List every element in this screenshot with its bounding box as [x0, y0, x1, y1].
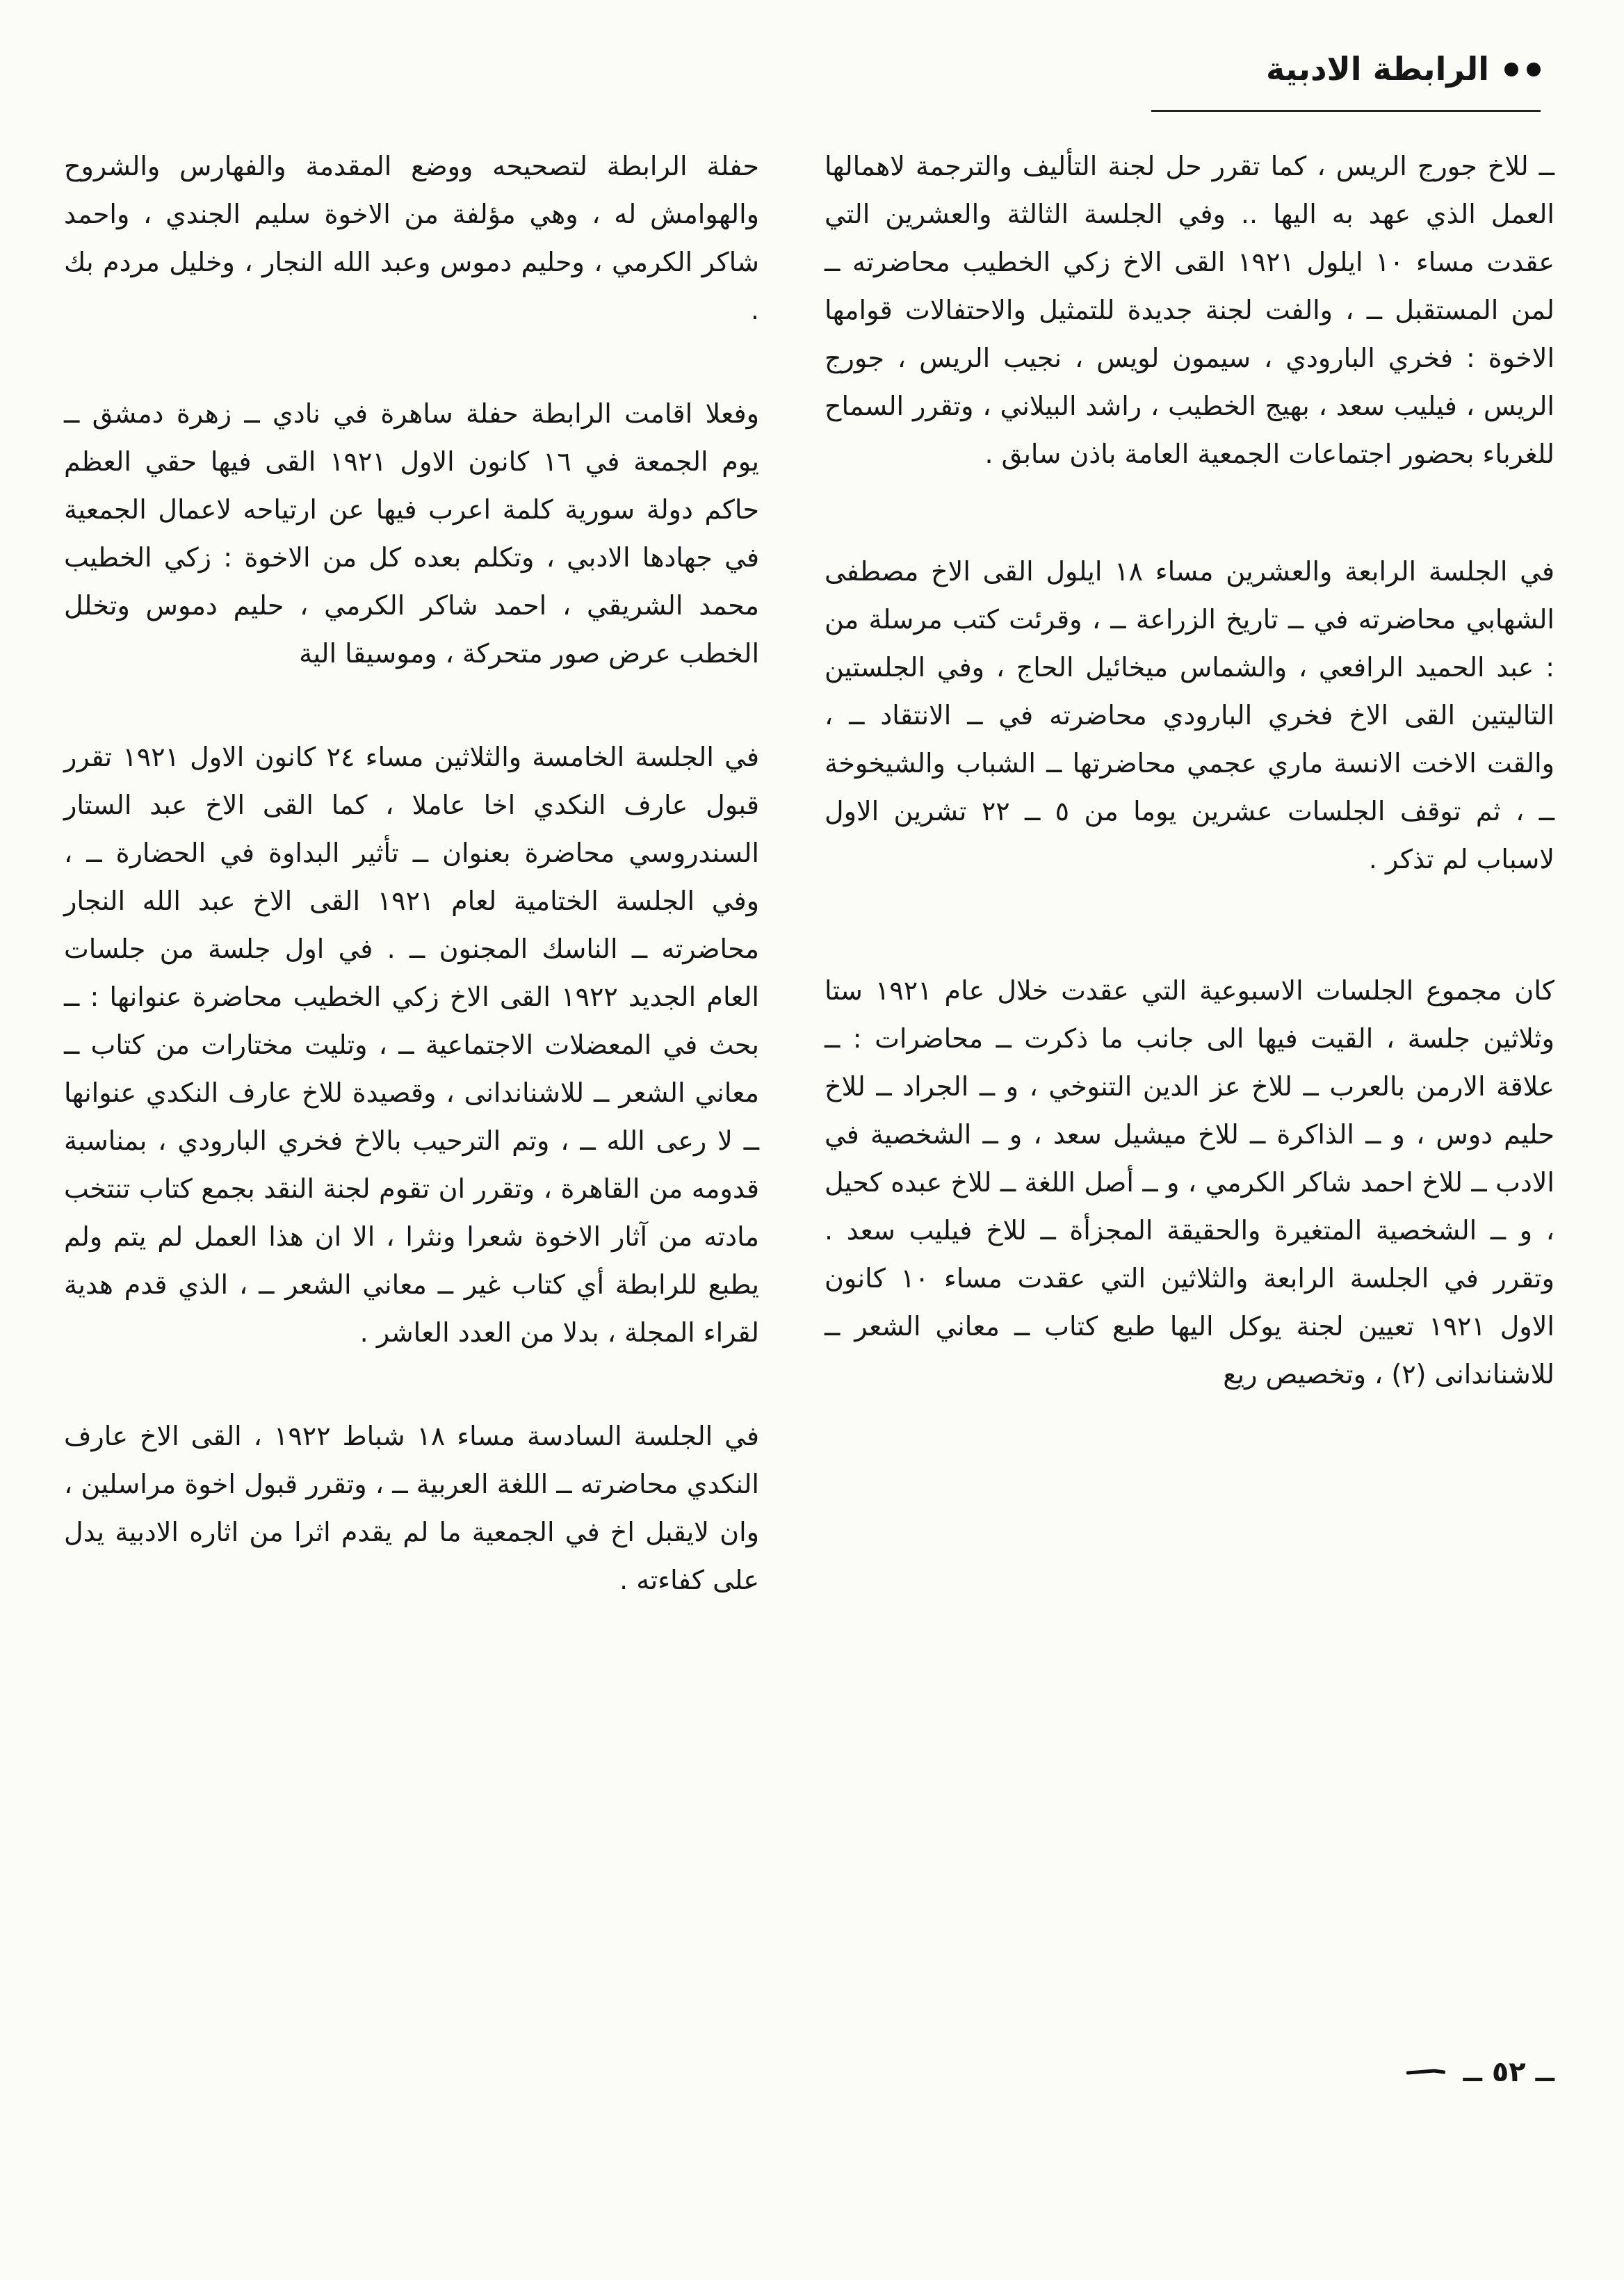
page-number: ــ ٥٢ ــ [1463, 2056, 1554, 2088]
paragraph: حفلة الرابطة لتصحيحه ووضع المقدمة والفهارس والشروح والهوامش له ، وهي مؤلفة من الاخوة سليم الجندي ، واحمد شاكر الكرمي ، وحليم دموس وعبد الله النجار ، وخليل مردم بك . [64, 151, 759, 325]
header-bullets [1504, 63, 1541, 76]
left-column [64, 142, 759, 1604]
paragraph-gap [64, 678, 759, 733]
paragraph: في الجلسة الرابعة والعشرين مساء ١٨ ايلول القى الاخ مصطفى الشهابي محاضرته في ــ تاريخ الزراعة ــ ، وقرئت كتب مرسلة من : عبد الحميد الرافعي ، والشماس ميخائيل الحاج ، وفي الجلستين التاليتين القى الاخ فخري البارودي محاضرته في ــ الانتقاد ــ ، والقت الاخت الانسة ماري عجمي محاضرتها ــ الشباب والشيخوخة ــ ، ثم توقف الجلسات عشرين يوما من ٥ ــ ٢٢ تشرين الاول لاسباب لم تذكر . [825, 556, 1554, 874]
right-column [825, 142, 1554, 1399]
paragraph: كان مجموع الجلسات الاسبوعية التي عقدت خلال عام ١٩٢١ ستا وثلاثين جلسة ، القيت فيها الى جانب ما ذكرت ــ محاضرات : ــ علاقة الارمن بالعرب ــ للاخ عز الدين التنوخي ، و ــ الجراد ــ للاخ حليم دوس ، و ــ الذاكرة ــ للاخ ميشيل سعد ، و ــ الشخصية في الادب ــ للاخ احمد شاكر الكرمي ، و ــ أصل اللغة ــ للاخ عبده كحيل ، و ــ الشخصية المتغيرة والحقيقة المجزأة ــ للاخ فيليب سعد . وتقرر في الجلسة الرابعة والثلاثين التي عقدت مساء ١٠ كانون الاول ١٩٢١ تعيين لجنة يوكل اليها طبع كتاب ــ معاني الشعر ــ للاشناندانى (٢) ، وتخصيص ريع [825, 975, 1554, 1390]
arrow-icon [1406, 2067, 1445, 2078]
paragraph: في الجلسة الخامسة والثلاثين مساء ٢٤ كانون الاول ١٩٢١ تقرر قبول عارف النكدي اخا عاملا ، كما القى الاخ عبد الستار السندروسي محاضرة بعنوان ــ تأثير البداوة في الحضارة ــ ، وفي الجلسة الختامية لعام ١٩٢١ القى الاخ عبد الله النجار محاضرته ــ الناسك المجنون ــ . في اول جلسة من جلسات العام الجديد ١٩٢٢ القى الاخ زكي الخطيب محاضرة عنوانها : ــ بحث في المعضلات الاجتماعية ــ ، وتليت مختارات من كتاب ــ معاني الشعر ــ للاشناندانى ، وقصيدة للاخ عارف النكدي عنوانها ــ لا رعى الله ــ ، وتم الترحيب بالاخ فخري البارودي ، بمناسبة قدومه من القاهرة ، وتقرر ان تقوم لجنة النقد بجمع كتاب تنتخب مادته من آثار الاخوة شعرا ونثرا ، الا ان هذا العمل لم يتم ولم يطبع للرابطة أي كتاب غير ــ معاني الشعر ــ ، الذي قدم هدية لقراء المجلة ، بدلا من العدد العاشر . [64, 742, 759, 1348]
paragraph-gap [825, 478, 1554, 548]
bullet-icon [1504, 63, 1518, 76]
bullet-icon [1527, 63, 1541, 76]
page-footer [1406, 2056, 1554, 2088]
paragraph-gap [64, 334, 759, 390]
header-rule [1151, 110, 1541, 112]
paragraph: ــ للاخ جورج الريس ، كما تقرر حل لجنة التأليف والترجمة لاهمالها العمل الذي عهد به اليها .. وفي الجلسة الثالثة والعشرين التي عقدت مساء ١٠ ايلول ١٩٢١ القى الاخ زكي الخطيب محاضرته ــ لمن المستقبل ــ ، والفت لجنة جديدة للتمثيل والاحتفالات قوامها الاخوة : فخري البارودي ، سيمون لويس ، نجيب الريس ، جورج الريس ، فيليب سعد ، بهيج الخطيب ، راشد البيلاني ، وتقرر السماح للغرباء بحضور اجتماعات الجمعية العامة باذن سابق . [825, 151, 1554, 469]
paragraph-gap [64, 1357, 759, 1412]
paragraph: في الجلسة السادسة مساء ١٨ شباط ١٩٢٢ ، القى الاخ عارف النكدي محاضرته ــ اللغة العربية ــ ، وتقرر قبول اخوة مراسلين ، وان لايقبل اخ في الجمعية ما لم يقدم اثرا من اثاره الادبية يدل على كفاءته . [64, 1421, 760, 1595]
paragraph: وفعلا اقامت الرابطة حفلة ساهرة في نادي ــ زهرة دمشق ــ يوم الجمعة في ١٦ كانون الاول ١٩٢١ القى فيها حقي العظم حاكم دولة سورية كلمة اعرب فيها عن ارتياحه لاعمال الجمعية في جهادها الادبي ، وتكلم بعده كل من الاخوة : زكي الخطيب محمد الشريقي ، احمد شاكر الكرمي ، حليم دموس وتخلل الخطب عرض صور متحركة ، وموسيقا الية [64, 398, 760, 669]
journal-title: الرابطة الادبية [1266, 50, 1489, 88]
paragraph-gap [825, 883, 1554, 967]
running-header [1235, 50, 1541, 88]
